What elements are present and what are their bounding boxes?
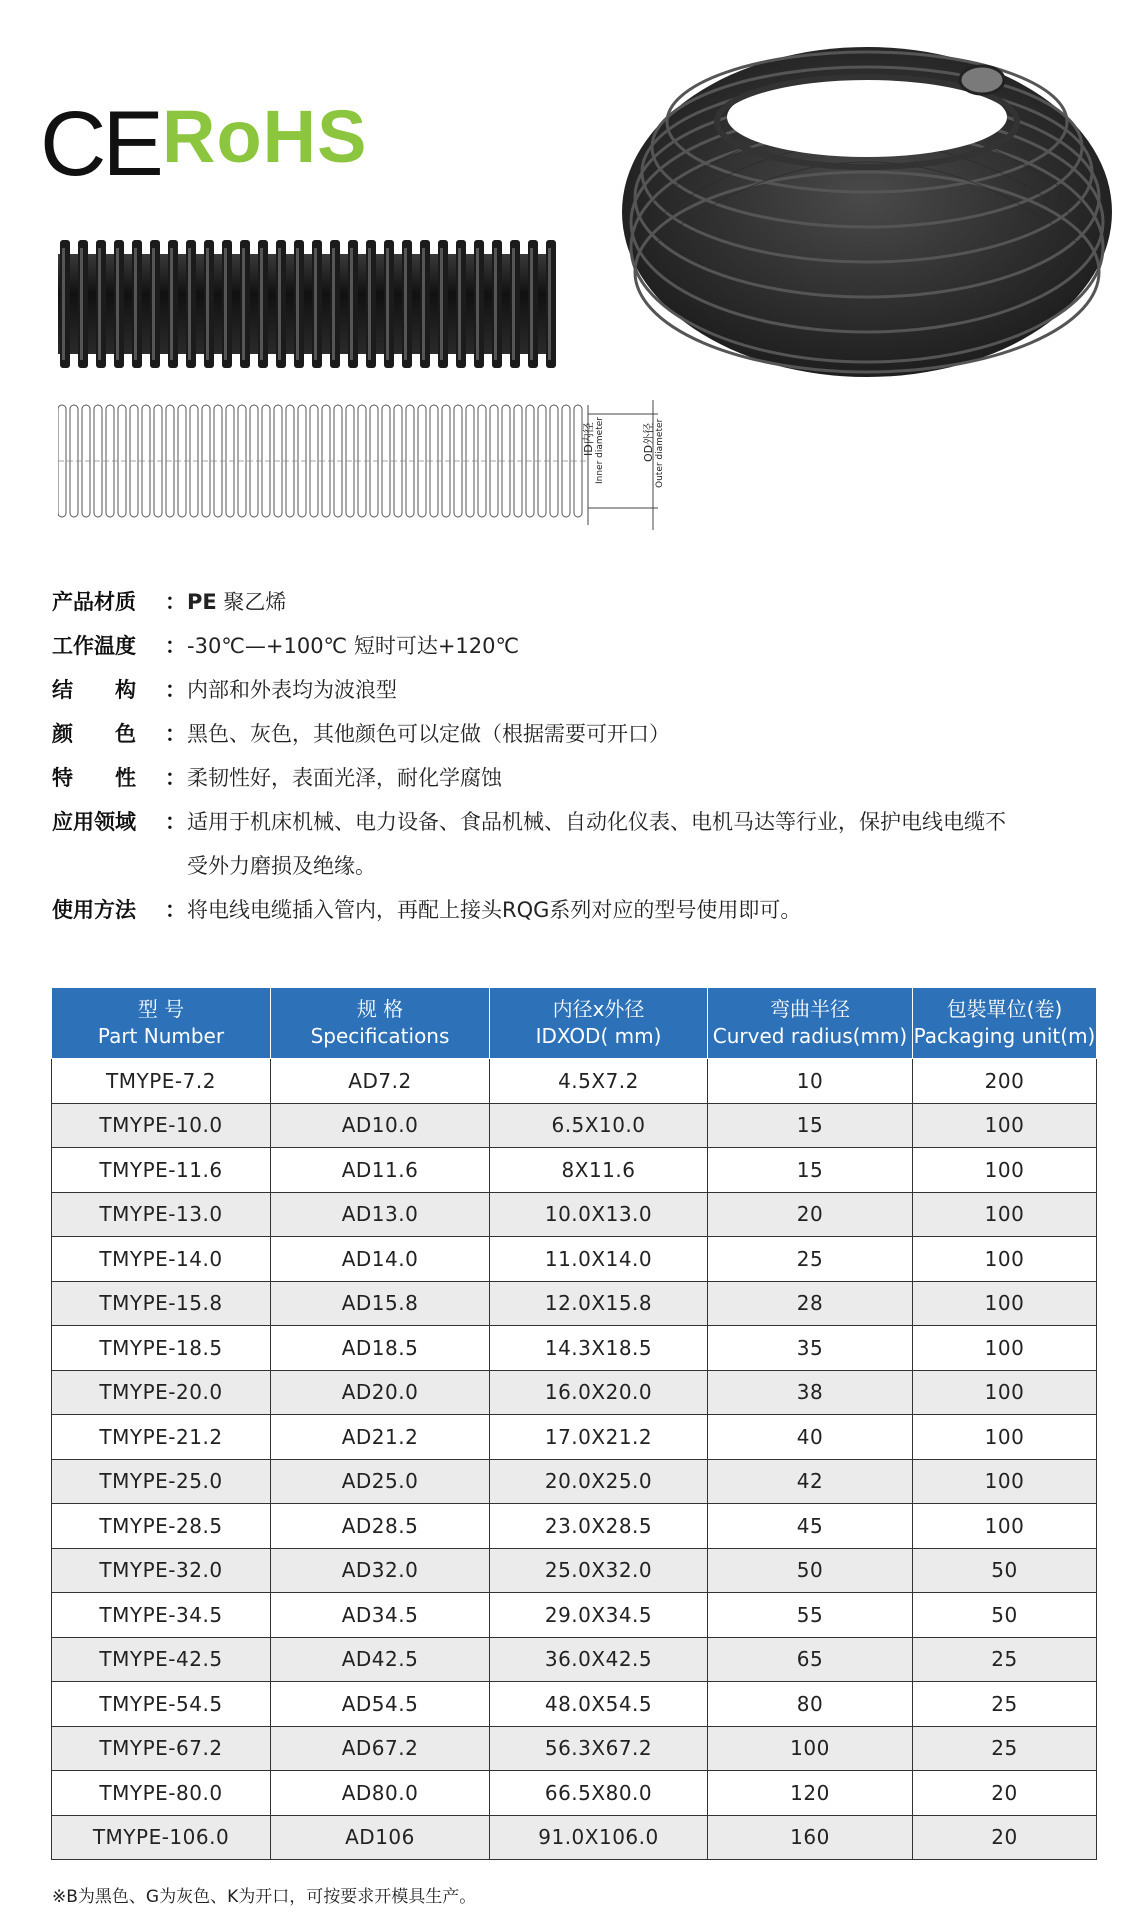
cell-specification: AD106 (271, 1815, 490, 1860)
cell-packaging-unit: 100 (913, 1148, 1097, 1193)
spec-value-text: 柔韧性好，表面光泽，耐化学腐蚀 (187, 766, 502, 790)
cell-curved-radius: 120 (708, 1771, 913, 1816)
header-packaging-unit: 包裝單位(卷) Packaging unit(m) (913, 988, 1097, 1059)
spec-label: 应用领域 (52, 810, 136, 834)
cell-part-number: TMYPE-11.6 (52, 1148, 271, 1193)
spec-separator (165, 844, 187, 888)
cell-part-number: TMYPE-14.0 (52, 1237, 271, 1282)
spec-separator: ： (165, 766, 186, 790)
cell-specification: AD15.8 (271, 1281, 490, 1326)
spec-value (187, 800, 1092, 844)
cell-specification: AD34.5 (271, 1593, 490, 1638)
spec-label: 颜 色 (52, 722, 136, 746)
cell-curved-radius: 160 (708, 1815, 913, 1860)
hose-section-image (58, 240, 556, 368)
table-row (52, 1548, 1097, 1593)
spec-value-text: 受外力磨损及绝缘。 (187, 854, 376, 878)
cell-specification: AD80.0 (271, 1771, 490, 1816)
spec-separator: ： (165, 898, 186, 922)
cell-part-number: TMYPE-21.2 (52, 1415, 271, 1460)
cell-diameter: 16.0X20.0 (490, 1370, 708, 1415)
cell-diameter: 25.0X32.0 (490, 1548, 708, 1593)
cell-packaging-unit: 100 (913, 1103, 1097, 1148)
table-row (52, 1637, 1097, 1682)
table-row (52, 1148, 1097, 1193)
cell-diameter: 66.5X80.0 (490, 1771, 708, 1816)
spec-row (52, 668, 1092, 712)
cell-specification: AD13.0 (271, 1192, 490, 1237)
cell-diameter: 48.0X54.5 (490, 1682, 708, 1727)
cell-curved-radius: 35 (708, 1326, 913, 1371)
cell-part-number: TMYPE-28.5 (52, 1504, 271, 1549)
outer-diameter-label-en: Outer diameter (655, 418, 665, 488)
cell-curved-radius: 45 (708, 1504, 913, 1549)
cell-part-number: TMYPE-32.0 (52, 1548, 271, 1593)
spec-list (52, 580, 1092, 932)
table-row (52, 1726, 1097, 1771)
cell-packaging-unit: 100 (913, 1504, 1097, 1549)
cell-packaging-unit: 100 (913, 1237, 1097, 1282)
cell-curved-radius: 25 (708, 1237, 913, 1282)
cell-packaging-unit: 100 (913, 1281, 1097, 1326)
spec-value (187, 844, 1092, 888)
cell-curved-radius: 42 (708, 1459, 913, 1504)
cell-curved-radius: 10 (708, 1059, 913, 1104)
cell-diameter: 91.0X106.0 (490, 1815, 708, 1860)
table-row (52, 1415, 1097, 1460)
cell-specification: AD67.2 (271, 1726, 490, 1771)
header-diameter: 内径x外径 IDXOD( mm) (490, 988, 708, 1059)
cell-packaging-unit: 20 (913, 1815, 1097, 1860)
spec-label (52, 844, 165, 888)
spec-value-text: 黑色、灰色，其他颜色可以定做（根据需要可开口） (187, 722, 670, 746)
cell-curved-radius: 55 (708, 1593, 913, 1638)
cell-specification: AD28.5 (271, 1504, 490, 1549)
spec-value-bold: PE (187, 590, 217, 614)
cell-specification: AD20.0 (271, 1370, 490, 1415)
cell-curved-radius: 50 (708, 1548, 913, 1593)
spec-value (187, 624, 1092, 668)
cell-diameter: 4.5X7.2 (490, 1059, 708, 1104)
spec-row (52, 580, 1092, 624)
cell-diameter: 14.3X18.5 (490, 1326, 708, 1371)
cell-part-number: TMYPE-54.5 (52, 1682, 271, 1727)
cell-part-number: TMYPE-25.0 (52, 1459, 271, 1504)
table-row (52, 1103, 1097, 1148)
cell-specification: AD32.0 (271, 1548, 490, 1593)
cell-specification: AD10.0 (271, 1103, 490, 1148)
header-curved-radius: 弯曲半径 Curved radius(mm) (708, 988, 913, 1059)
spec-row (52, 888, 1092, 932)
table-row (52, 1370, 1097, 1415)
spec-label: 工作温度 (52, 634, 136, 658)
cell-packaging-unit: 200 (913, 1059, 1097, 1104)
header-specifications: 规 格 Specifications (271, 988, 490, 1059)
spec-separator: ： (165, 810, 186, 834)
cell-diameter: 10.0X13.0 (490, 1192, 708, 1237)
cell-specification: AD14.0 (271, 1237, 490, 1282)
spec-row (52, 712, 1092, 756)
cell-part-number: TMYPE-106.0 (52, 1815, 271, 1860)
inner-diameter-label: ID内径 (582, 422, 595, 456)
hose-dimension-diagram (58, 400, 668, 530)
cell-diameter: 12.0X15.8 (490, 1281, 708, 1326)
cell-packaging-unit: 100 (913, 1415, 1097, 1460)
hose-coil-image (612, 22, 1117, 382)
spec-table (51, 987, 1097, 1860)
cell-part-number: TMYPE-18.5 (52, 1326, 271, 1371)
table-row (52, 1504, 1097, 1549)
spec-separator: ： (165, 722, 186, 746)
cell-diameter: 23.0X28.5 (490, 1504, 708, 1549)
spec-separator: ： (165, 678, 186, 702)
cell-specification: AD18.5 (271, 1326, 490, 1371)
cell-specification: AD42.5 (271, 1637, 490, 1682)
table-row (52, 1059, 1097, 1104)
spec-label: 产品材质 (52, 590, 136, 614)
rohs-mark: RoHS (162, 95, 368, 178)
spec-label: 使用方法 (52, 898, 136, 922)
cell-curved-radius: 20 (708, 1192, 913, 1237)
cell-diameter: 56.3X67.2 (490, 1726, 708, 1771)
cell-packaging-unit: 25 (913, 1726, 1097, 1771)
cell-specification: AD54.5 (271, 1682, 490, 1727)
footnote: ※B为黑色、G为灰色、K为开口，可按要求开模具生产。 (52, 1887, 477, 1907)
spec-value-text: 将电线电缆插入管内，再配上接头RQG系列对应的型号使用即可。 (187, 898, 802, 922)
cell-part-number: TMYPE-42.5 (52, 1637, 271, 1682)
table-row (52, 1815, 1097, 1860)
cell-part-number: TMYPE-15.8 (52, 1281, 271, 1326)
cell-packaging-unit: 20 (913, 1771, 1097, 1816)
spec-label: 特 性 (52, 766, 136, 790)
cell-part-number: TMYPE-80.0 (52, 1771, 271, 1816)
table-row (52, 1459, 1097, 1504)
cell-part-number: TMYPE-13.0 (52, 1192, 271, 1237)
cell-part-number: TMYPE-67.2 (52, 1726, 271, 1771)
spec-row (52, 756, 1092, 800)
cell-part-number: TMYPE-34.5 (52, 1593, 271, 1638)
cell-diameter: 29.0X34.5 (490, 1593, 708, 1638)
cell-part-number: TMYPE-10.0 (52, 1103, 271, 1148)
table-header-row (52, 988, 1097, 1059)
spec-value (187, 712, 1092, 756)
cell-packaging-unit: 50 (913, 1548, 1097, 1593)
inner-diameter-label-en: Inner diameter (595, 417, 605, 484)
cell-curved-radius: 38 (708, 1370, 913, 1415)
cell-packaging-unit: 100 (913, 1326, 1097, 1371)
spec-value (187, 580, 1092, 624)
cell-curved-radius: 65 (708, 1637, 913, 1682)
cell-diameter: 8X11.6 (490, 1148, 708, 1193)
outer-diameter-label: OD外径 (642, 422, 655, 462)
cell-packaging-unit: 25 (913, 1682, 1097, 1727)
spec-separator: ： (165, 634, 186, 658)
spec-separator: ： (165, 590, 186, 614)
cell-specification: AD21.2 (271, 1415, 490, 1460)
cell-curved-radius: 100 (708, 1726, 913, 1771)
spec-row (52, 624, 1092, 668)
cell-packaging-unit: 100 (913, 1370, 1097, 1415)
cell-specification: AD25.0 (271, 1459, 490, 1504)
spec-value-text: 内部和外表均为波浪型 (187, 678, 397, 702)
spec-value-text: 适用于机床机械、电力设备、食品机械、自动化仪表、电机马达等行业，保护电线电缆不 (187, 810, 1006, 834)
cell-diameter: 11.0X14.0 (490, 1237, 708, 1282)
cell-specification: AD7.2 (271, 1059, 490, 1104)
spec-value-text: 聚乙烯 (216, 590, 287, 614)
table-row (52, 1682, 1097, 1727)
spec-row (52, 800, 1092, 844)
cell-diameter: 20.0X25.0 (490, 1459, 708, 1504)
cell-diameter: 17.0X21.2 (490, 1415, 708, 1460)
table-row (52, 1237, 1097, 1282)
cell-curved-radius: 28 (708, 1281, 913, 1326)
spec-row (52, 844, 1092, 888)
cell-curved-radius: 40 (708, 1415, 913, 1460)
cell-curved-radius: 80 (708, 1682, 913, 1727)
table-row (52, 1593, 1097, 1638)
cell-packaging-unit: 100 (913, 1459, 1097, 1504)
cell-packaging-unit: 25 (913, 1637, 1097, 1682)
cell-diameter: 6.5X10.0 (490, 1103, 708, 1148)
ce-mark: CE (40, 93, 160, 195)
cell-part-number: TMYPE-7.2 (52, 1059, 271, 1104)
table-row (52, 1771, 1097, 1816)
spec-value-text: -30℃—+100℃ 短时可达+120℃ (187, 634, 520, 658)
table-row (52, 1192, 1097, 1237)
table-row (52, 1326, 1097, 1371)
table-row (52, 1281, 1097, 1326)
cell-curved-radius: 15 (708, 1148, 913, 1193)
spec-value (187, 756, 1092, 800)
spec-value (187, 888, 1092, 932)
spec-value (187, 668, 1092, 712)
cell-part-number: TMYPE-20.0 (52, 1370, 271, 1415)
header-part-number: 型 号 Part Number (52, 988, 271, 1059)
cell-packaging-unit: 100 (913, 1192, 1097, 1237)
cell-specification: AD11.6 (271, 1148, 490, 1193)
cell-packaging-unit: 50 (913, 1593, 1097, 1638)
spec-label: 结 构 (52, 678, 136, 702)
cell-curved-radius: 15 (708, 1103, 913, 1148)
cell-diameter: 36.0X42.5 (490, 1637, 708, 1682)
